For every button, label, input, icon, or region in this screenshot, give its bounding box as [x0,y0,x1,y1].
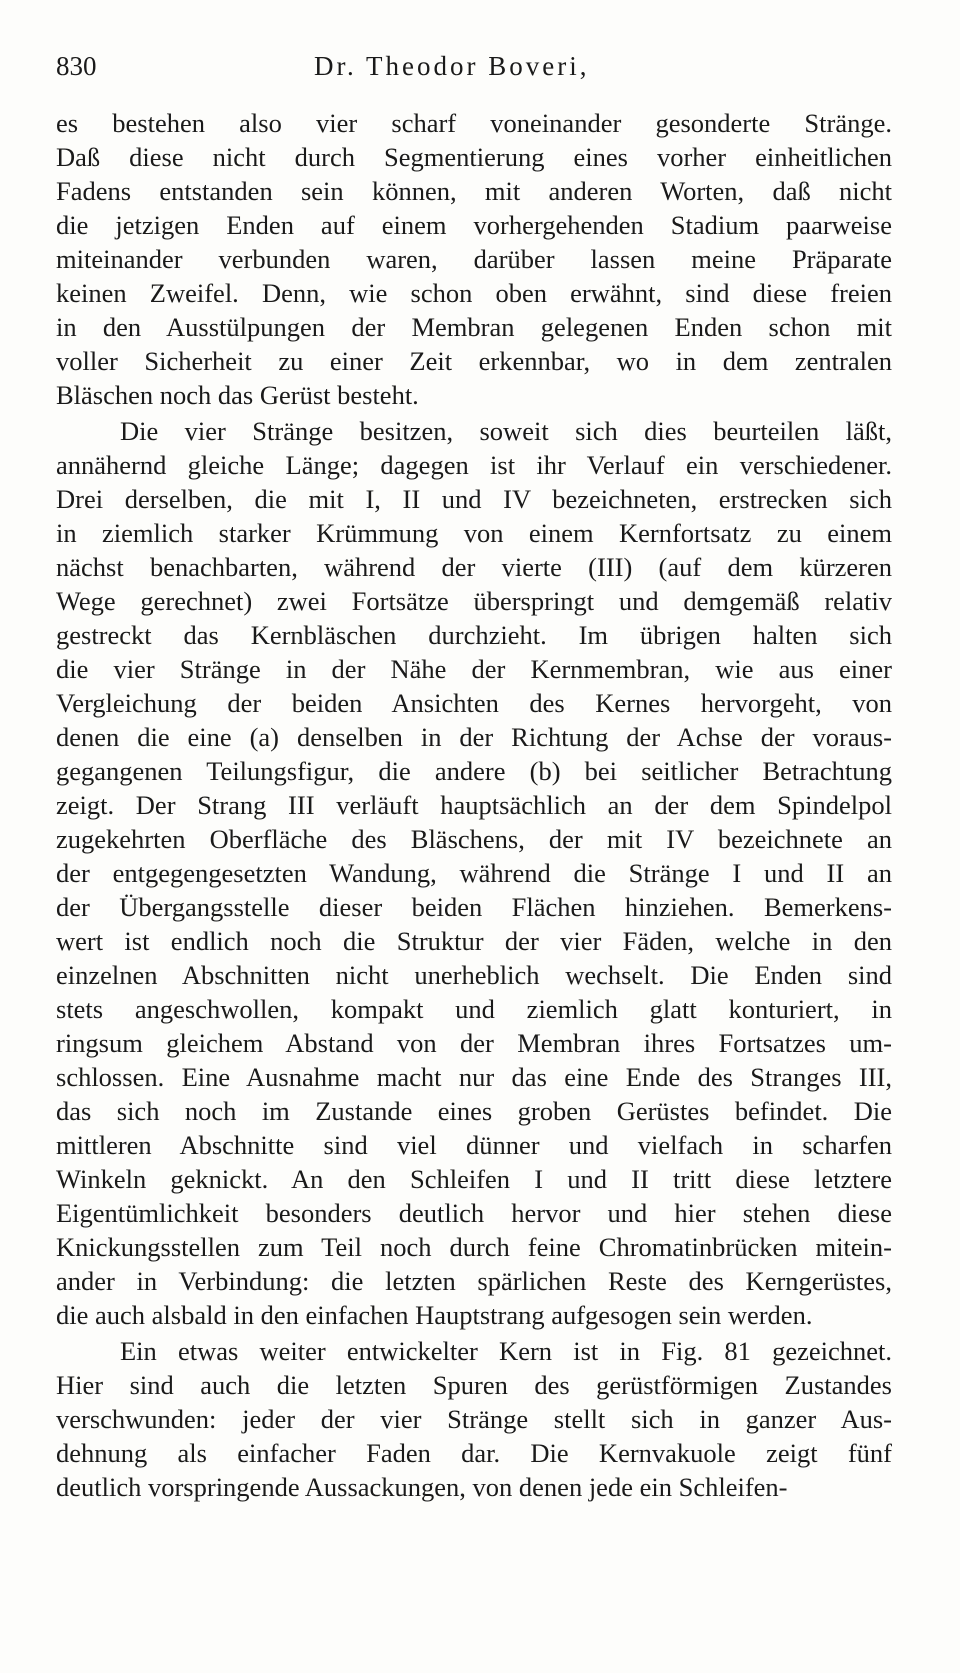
text-line: zugekehrten Oberfläche des Bläschens, der mit IV bezeichnete an [56,824,892,854]
text-line: voller Sicherheit zu einer Zeit erkennbar, wo in dem zentralen [56,346,892,376]
text-line: es bestehen also vier scharf voneinander gesonderte Stränge. [56,108,892,138]
text-line: Drei derselben, die mit I, II und IV bezeichneten, erstrecken sich [56,484,892,514]
text-line: Vergleichung der beiden Ansichten des Kernes hervorgeht, von [56,688,892,718]
running-head [56,48,892,94]
paragraph [56,1334,892,1504]
text-line: annähernd gleiche Länge; dagegen ist ihr Verlauf ein verschiedener. [56,450,892,480]
text-line: gestreckt das Kernbläschen durchzieht. Im übrigen halten sich [56,620,892,650]
text-line: Hier sind auch die letzten Spuren des gerüstförmigen Zustandes [56,1370,892,1400]
text-line: die auch alsbald in den einfachen Hauptstrang aufgesogen sein werden. [56,1300,813,1330]
text-line: Eigentümlichkeit besonders deutlich hervor und hier stehen diese [56,1198,892,1228]
text-line: einzelnen Abschnitten nicht unerheblich wechselt. Die Enden sind [56,960,892,990]
text-line: der entgegengesetzten Wandung, während die Stränge I und II an [56,858,892,888]
text-line: der Übergangsstelle dieser beiden Flächen hinziehen. Bemerkens- [56,892,892,922]
text-line: wert ist endlich noch die Struktur der vier Fäden, welche in den [56,926,892,956]
text-line: dehnung als einfacher Faden dar. Die Kernvakuole zeigt fünf [56,1438,892,1468]
text-line: nächst benachbarten, während der vierte (III) (auf dem kürzeren [56,552,892,582]
text-line: schlossen. Eine Ausnahme macht nur das eine Ende des Stranges III, [56,1062,892,1092]
text-line: keinen Zweifel. Denn, wie schon oben erwähnt, sind diese freien [56,278,892,308]
text-line: verschwunden: jeder der vier Stränge stellt sich in ganzer Aus- [56,1404,892,1434]
page-number: 830 [56,51,97,81]
paragraph [56,414,892,1332]
text-line: das sich noch im Zustande eines groben Gerüstes befindet. Die [56,1096,892,1126]
text-line: deutlich vorspringende Aussackungen, von denen jede ein Schleifen- [56,1472,788,1502]
body-text [56,106,892,1504]
text-line: gegangenen Teilungsfigur, die andere (b) bei seitlicher Betrachtung [56,756,892,786]
text-line: Bläschen noch das Gerüst besteht. [56,380,419,410]
text-line: die vier Stränge in der Nähe der Kernmembran, wie aus einer [56,654,892,684]
text-line: Fadens entstanden sein können, mit anderen Worten, daß nicht [56,176,892,206]
text-line: in ziemlich starker Krümmung von einem Kernfortsatz zu einem [56,518,892,548]
text-line: ander in Verbindung: die letzten spärlichen Reste des Kerngerüstes, [56,1266,892,1296]
text-line: Knickungsstellen zum Teil noch durch feine Chromatinbrücken mitein- [56,1232,892,1262]
running-title: Dr. Theodor Boveri, [314,51,590,81]
paragraph [56,106,892,412]
text-line: Winkeln geknickt. An den Schleifen I und II tritt diese letztere [56,1164,892,1194]
text-line: denen die eine (a) denselben in der Richtung der Achse der voraus- [56,722,892,752]
text-line: zeigt. Der Strang III verläuft hauptsächlich an der dem Spindelpol [56,790,892,820]
text-line: Ein etwas weiter entwickelter Kern ist in Fig. 81 gezeichnet. [120,1336,892,1366]
text-line: die jetzigen Enden auf einem vorhergehenden Stadium paarweise [56,210,892,240]
text-line: stets angeschwollen, kompakt und ziemlich glatt konturiert, in [56,994,892,1024]
text-line: mittleren Abschnitte sind viel dünner und vielfach in scharfen [56,1130,892,1160]
text-line: Die vier Stränge besitzen, soweit sich dies beurteilen läßt, [120,416,892,446]
text-line: ringsum gleichem Abstand von der Membran ihres Fortsatzes um- [56,1028,892,1058]
text-line: Daß diese nicht durch Segmentierung eines vorher einheitlichen [56,142,892,172]
text-line: miteinander verbunden waren, darüber lassen meine Präparate [56,244,892,274]
text-line: Wege gerechnet) zwei Fortsätze überspringt und demgemäß relativ [56,586,892,616]
text-line: in den Ausstülpungen der Membran gelegenen Enden schon mit [56,312,892,342]
